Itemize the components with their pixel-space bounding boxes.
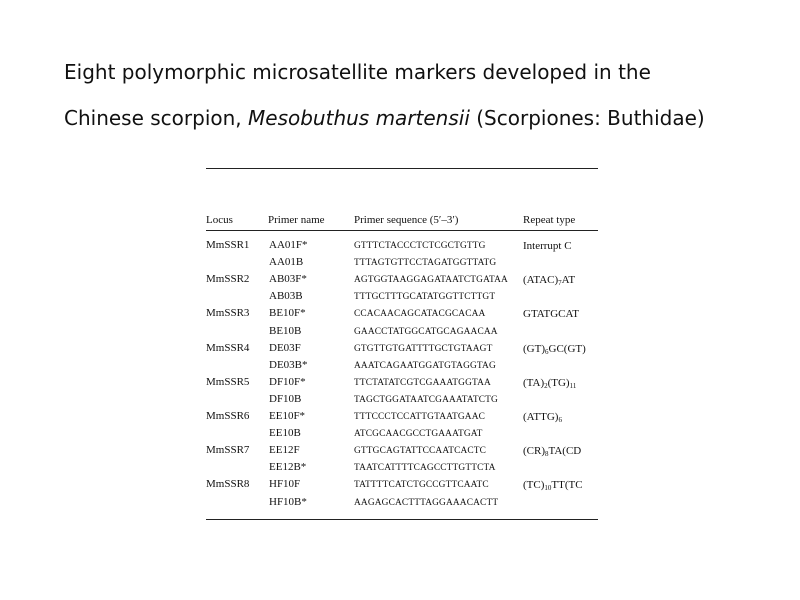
cell-primer-name: EE10F* xyxy=(269,410,306,422)
cell-primer-sequence: GAACCTATGGCATGCAGAACAA xyxy=(354,326,498,337)
marker-table xyxy=(206,168,598,520)
cell-primer-sequence: CCACAACAGCATACGCACAA xyxy=(354,309,486,320)
cell-primer-name: BE10F* xyxy=(269,307,306,320)
cell-repeat-type: Interrupt C xyxy=(523,240,572,252)
header-repeat-type: Repeat type xyxy=(523,214,576,226)
cell-locus: MmSSR4 xyxy=(206,341,250,354)
title-line-1: Eight polymorphic microsatellite markers developed in the xyxy=(64,60,651,84)
cell-primer-sequence: TATTTTCATCTGCCGTTCAATC xyxy=(354,480,489,491)
cell-primer-name: DF10B xyxy=(269,392,302,405)
cell-primer-name: DE03B* xyxy=(269,358,308,371)
cell-repeat-type: $(CR)_8TA(CD$ xyxy=(523,445,582,459)
table-header-rule xyxy=(206,230,598,231)
cell-primer-name: EE10B xyxy=(269,427,301,440)
cell-locus: MmSSR7 xyxy=(206,444,250,457)
cell-primer-name: AA01F* xyxy=(269,239,308,251)
cell-locus: MmSSR2 xyxy=(206,273,250,286)
cell-primer-name: HF10F xyxy=(269,478,301,491)
cell-repeat-type: GTATGCAT xyxy=(523,308,579,321)
cell-primer-name: AB03F* xyxy=(269,273,307,286)
cell-primer-sequence: TAATCATTTTCAGCCTTGTTCTA xyxy=(354,463,496,474)
cell-locus: MmSSR6 xyxy=(206,410,250,422)
cell-locus: MmSSR5 xyxy=(206,375,250,388)
table-bottom-rule xyxy=(206,519,598,520)
title-line-2 xyxy=(64,106,764,130)
cell-repeat-type: $(TA)_2(TG)_{11}$ xyxy=(523,376,577,390)
table-top-rule xyxy=(206,168,598,169)
cell-primer-name: DF10F* xyxy=(269,375,306,388)
cell-locus: MmSSR1 xyxy=(206,239,250,251)
cell-primer-name: AB03B xyxy=(269,290,303,303)
cell-locus: MmSSR8 xyxy=(206,478,250,491)
cell-primer-sequence: ATCGCAACGCCTGAAATGAT xyxy=(354,429,483,440)
cell-repeat-type: $(GT)_6GC(GT)$ xyxy=(523,342,586,356)
cell-primer-sequence: AGTGGTAAGGAGATAATCTGATAA xyxy=(354,275,508,286)
cell-primer-name: BE10B xyxy=(269,324,302,337)
cell-primer-sequence: GTGTTGTGATTTTGCTGTAAGT xyxy=(354,343,493,354)
header-primer-name: Primer name xyxy=(268,214,325,226)
cell-locus: MmSSR3 xyxy=(206,307,250,320)
cell-primer-sequence: AAATCAGAATGGATGTAGGTAG xyxy=(354,360,496,371)
cell-primer-name: HF10B* xyxy=(269,495,307,508)
cell-primer-name: AA01B xyxy=(269,256,304,269)
cell-primer-name: EE12B* xyxy=(269,461,307,474)
cell-repeat-type: $(ATTG)_6$ xyxy=(523,411,562,424)
cell-primer-sequence: TTCTATATCGTCGAAATGGTAA xyxy=(354,377,491,388)
cell-primer-name: EE12F xyxy=(269,444,300,457)
title-text-after: (Scorpiones: Buthidae) xyxy=(469,106,705,130)
cell-primer-sequence: AAGAGCACTTTAGGAAACACTT xyxy=(354,497,499,508)
cell-primer-sequence: GTTTCTACCCTCTCGCTGTTG xyxy=(354,241,486,251)
header-locus: Locus xyxy=(206,214,233,226)
cell-repeat-type: $(TC)_{10}TT(TC$ xyxy=(523,479,583,493)
cell-primer-sequence: TAGCTGGATAATCGAAATATCTG xyxy=(354,394,498,405)
cell-repeat-type: $(ATAC)_7AT$ xyxy=(523,274,576,288)
cell-primer-sequence: TTTCCCTCCATTGTAATGAAC xyxy=(354,412,486,422)
cell-primer-sequence: TTTGCTTTGCATATGGTTCTTGT xyxy=(354,292,496,303)
species-name: Mesobuthus martensii xyxy=(248,106,470,130)
cell-primer-name: DE03F xyxy=(269,341,301,354)
title-text-before: Chinese scorpion, xyxy=(64,106,249,130)
header-primer-sequence: Primer sequence (5′–3′) xyxy=(354,214,459,226)
cell-primer-sequence: TTTAGTGTTCCTAGATGGTTATG xyxy=(354,258,497,269)
cell-primer-sequence: GTTGCAGTATTCCAATCACTC xyxy=(354,446,487,457)
